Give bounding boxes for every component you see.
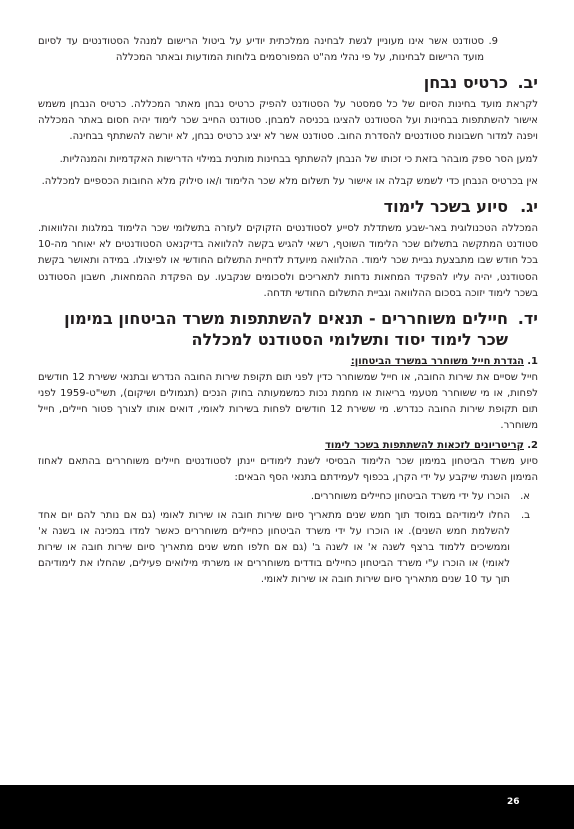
paragraph: המכללה הטכנולוגית באר-שבע משתדלת לסייע לסטודנטים הזקוקים לעזרה בתשלומי שכר הלימוד במלגות והלוואות. סטודנט המתקשה בתשלום שכר הלימוד השוטף, רשאי להגיש בקשה להלוואה בדיקנאט הסטודנטים לא יאוחר מה-10 בכל חודש שבו מתבצעת גביית שכר לימוד. ההלוואה מיועדת לדחיית התשלום החודשי או לפיצולו. במידה ותאושר בקשת הסטודנט, יהיה עליו להפקיד המחאות נדחות לתאריכים ולסכומים שנקבעו. עם הפקדת ההמחאות, חשבון הסטודנט בשכר לימוד יזוכה בסכום ההלוואה וגביית התשלום החודשי תדחה.	[38, 223, 538, 299]
subsection-2	[38, 438, 538, 588]
subsection-1	[38, 354, 538, 434]
section-letter: יג.	[520, 197, 538, 217]
subsection-title: הגדרת חייל משוחרר במשרד הביטחון:	[350, 356, 524, 368]
list-item-9	[38, 34, 498, 66]
list-item	[38, 489, 530, 505]
paragraph: לקראת מועד בחינות הסיום של כל סמסטר על הסטודנט להפיק כרטיס נבחן מאתר המכללה. כרטיס הנבחן משמש אישור להשתתפות בבחינות ועל הסטודנט להציגו בכניסה למבחן. סטודנט החייב שכר לימוד יהיה חסום באתר המכללה ויפנה למדור חשבונות סטודנטים להסדרת החוב. סטודנט אשר לא יציג כרטיס נבחן, לא יורשה להשתתף בבחינה.	[38, 99, 538, 143]
section-title: חיילים משוחררים - תנאים להשתתפות משרד הביטחון במימון שכר לימוד יסוד ותשלומי הסטודנט למכללה	[64, 309, 508, 350]
section-heading-yb	[38, 72, 538, 93]
list-item	[38, 508, 530, 588]
section-title: כרטיס נבחן	[423, 73, 508, 92]
page-content	[38, 34, 538, 588]
subsection-number: 2.	[527, 440, 538, 452]
section-heading-yg	[38, 196, 538, 217]
list-item-label: א.	[520, 491, 530, 503]
list-item-text: החלו לימודיהם במוסד תוך חמש שנים מתאריך סיום שירות חובה או שירות לאומי (גם אם נותר להם יום אחד להשלמת חמש השנים). או הוכרו על ידי משרד הביטחון כחיילים משוחררים כאשר למדו במכינה או בשנה א' וממשיכים ללמוד ברצף לשנה א' או לשנה ב' (גם אם חלפו חמש שנים מתאריך סיום שירות חובה או שירות לאומי) או הוכרו ע"י משרד הביטחון כחיילים בודדים משוחררים או משרתי מילואים פעילים, שהחלו את לימודיהם תוך עד 10 שנים מתאריך סיום שירות חובה או שירות לאומי.	[38, 510, 510, 586]
page-number: 26	[507, 797, 520, 807]
list-item-text: סטודנט אשר אינו מעוניין לגשת לבחינה ממלכתית יודיע על ביטול הרישום למנהל הסטודנטים עד לסיום מועד הרישום לבחינות, על פי נהלי מה"ט המפורסמים בלוחות המודעות ובאתר המכללה	[38, 36, 484, 63]
paragraph: אין בכרטיס הנבחן כדי לשמש קבלה או אישור על תשלום מלא שכר הלימוד ו/או סילוק מלא החובות הכספיים למכללה.	[41, 175, 538, 187]
subsection-heading	[38, 354, 538, 370]
list-item-text: הוכרו על ידי משרד הביטחון כחיילים משוחררים.	[310, 491, 510, 503]
subsection-title: קריטריונים לזכאות להשתתפות בשכר לימוד	[324, 440, 524, 452]
list-item-label: ב.	[521, 510, 530, 522]
subsection-number: 1.	[527, 356, 538, 368]
subsection-body: סיוע משרד הביטחון במימון שכר הלימוד הבסיסי לשנת לימודים יינתן לסטודנטים חיילים משוחררים בהתאם לאחוז המימון השנתי שיקבע על ידי הקרן, בכפוף לעמידתם בתנאי הסף הבאים:	[38, 456, 538, 484]
subsection-body: חייל שסיים את שירות החובה, או חייל שמשוחרר כדין לפני תום תקופת שירות החובה הנדרש ובתנאי ששירת 12 חודשים לפחות, או מי ששוחרר מטעמי בריאות או מחמת נכות כמשמעותה בחוק הנכים (תגמולים ושיקום), תשי"ט-1959 לפני תום תקופת שירות החובה כנדרש. מי ששירת 12 חודשים לפחות בשירות לאומי, דואים אותו לצורך פטור חיילים, חייל משוחרר.	[38, 372, 538, 432]
footer-bar	[0, 785, 574, 829]
section-letter: יד.	[517, 309, 538, 329]
section-heading-yd	[38, 308, 538, 350]
list-item-number: 9.	[488, 36, 498, 47]
section-title: סיוע בשכר לימוד	[383, 197, 508, 217]
section-letter: יב.	[517, 73, 538, 92]
paragraph: למען הסר ספק מובהר בזאת כי זכותו של הנבחן להשתתף בבחינות מותנית במילוי הדרישות האקדמיות והמנהליות.	[59, 153, 538, 165]
subsection-heading	[38, 438, 538, 454]
